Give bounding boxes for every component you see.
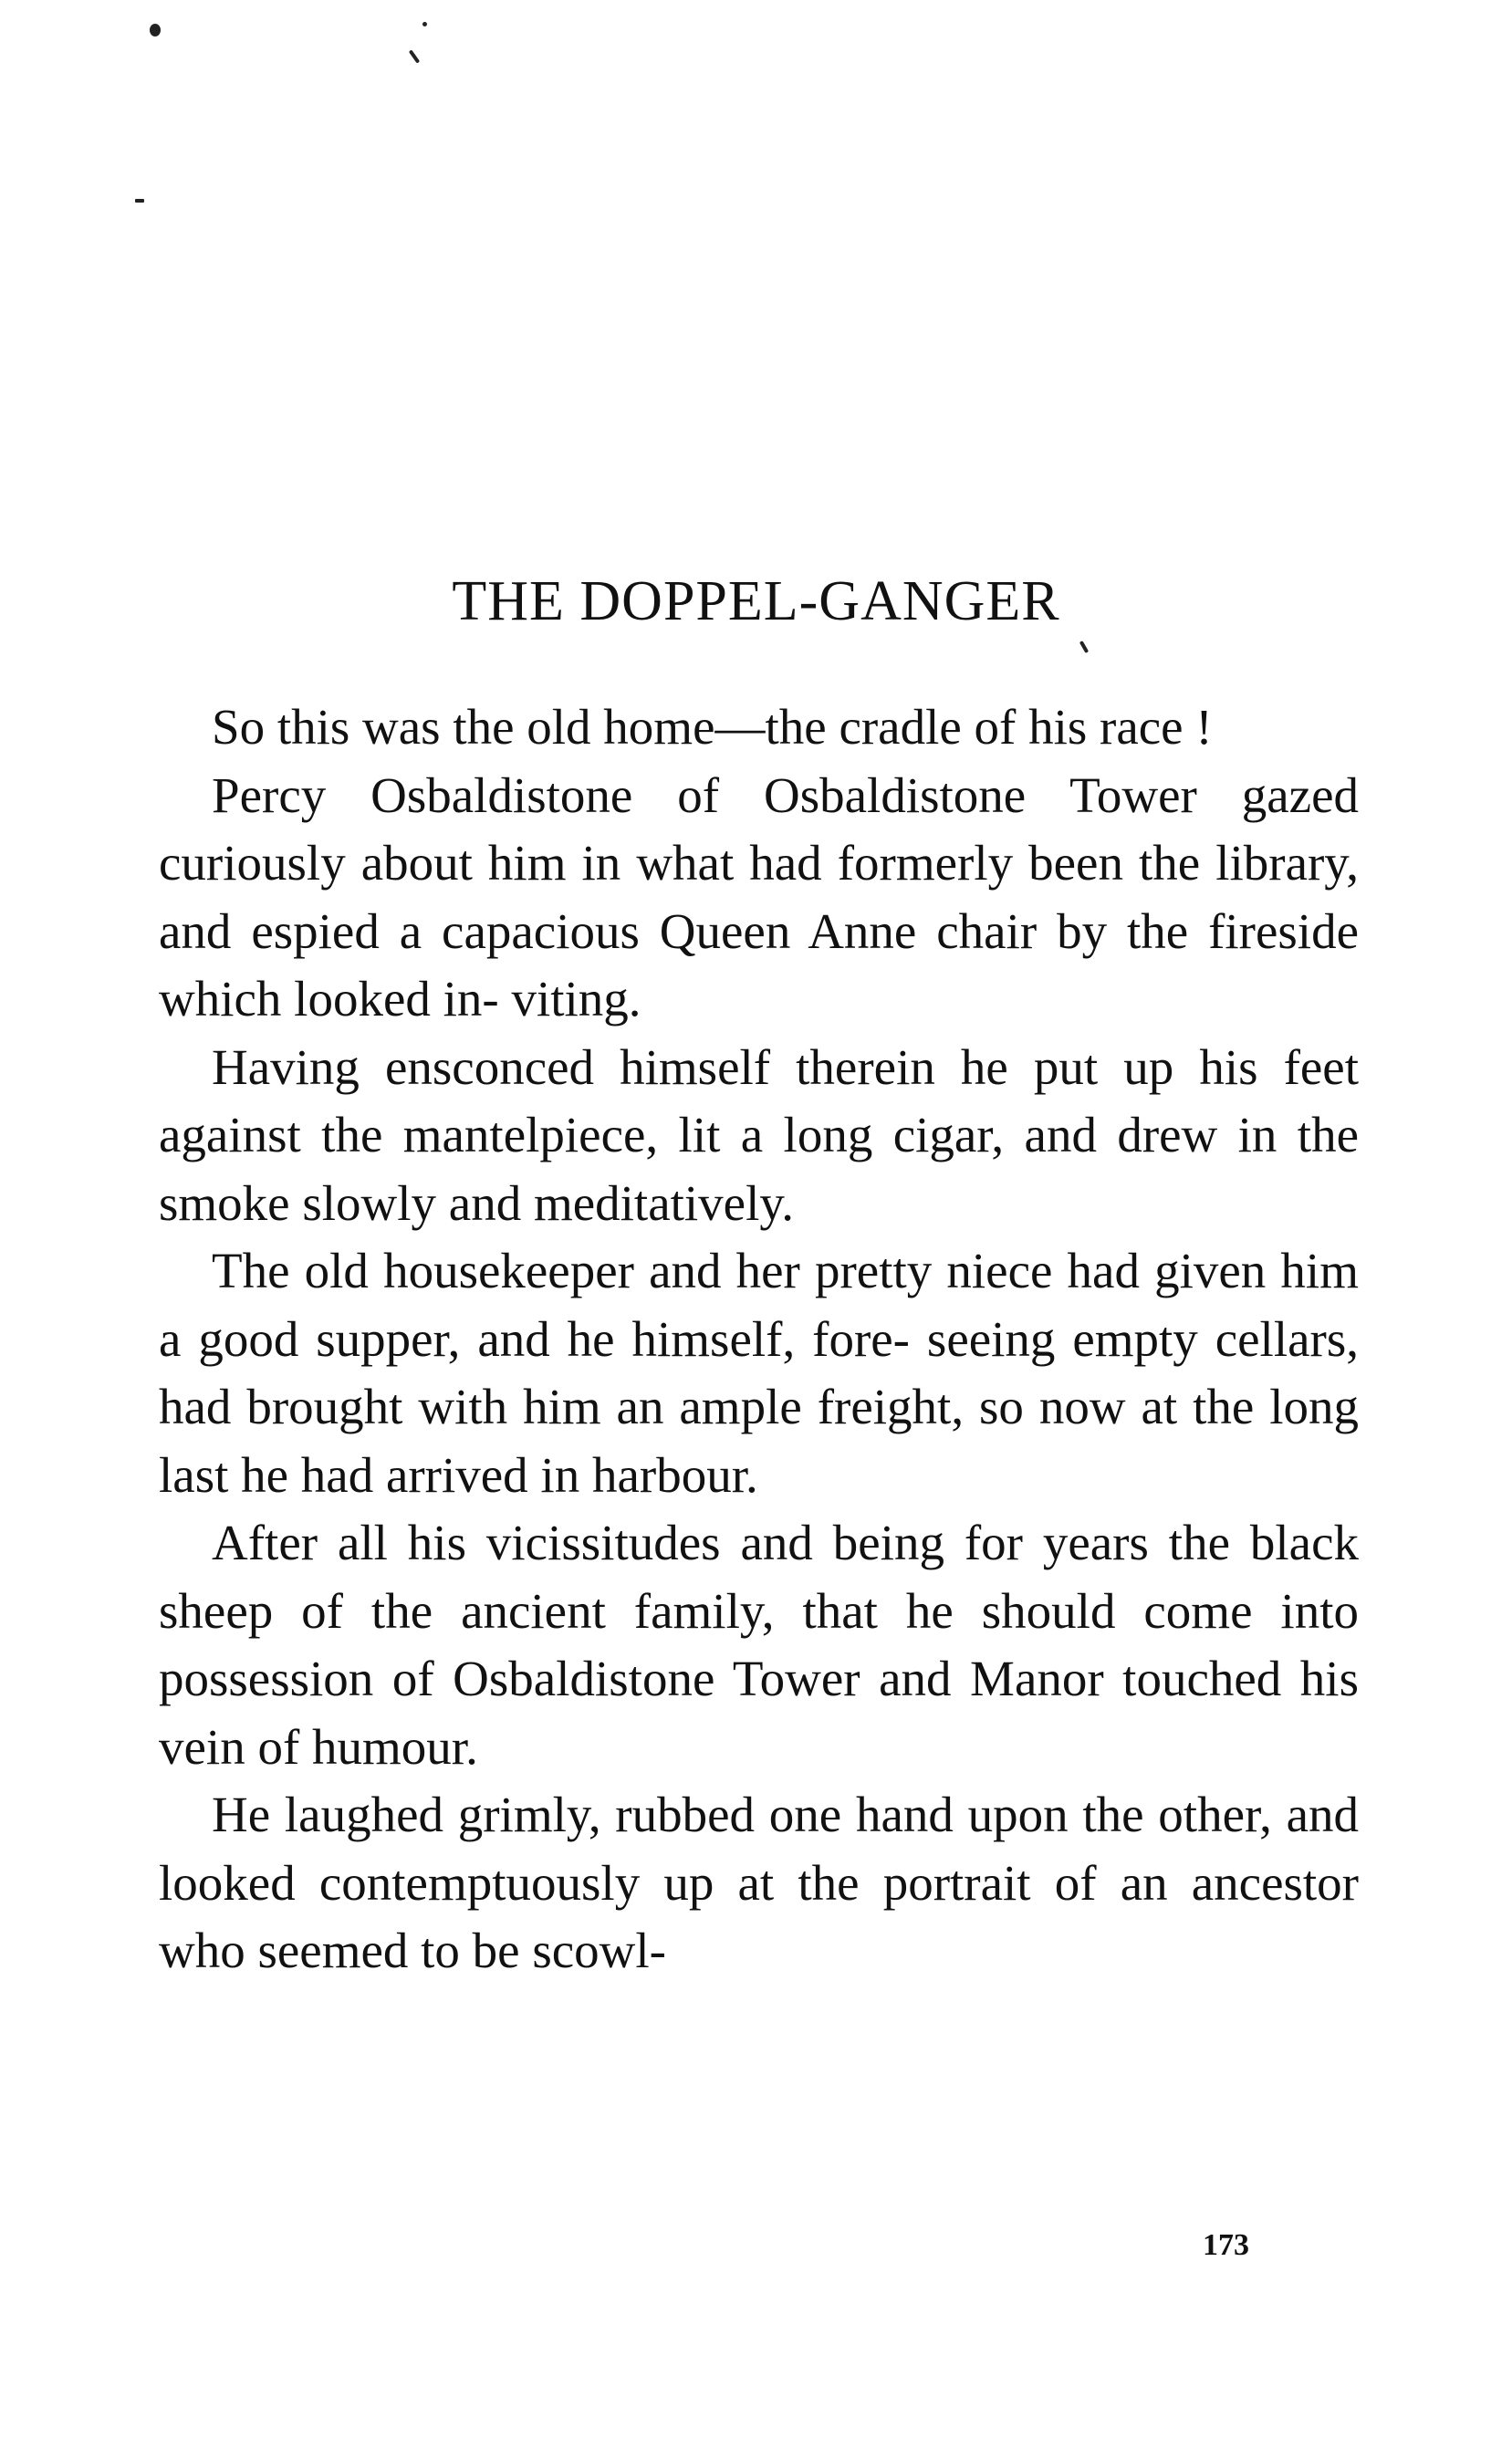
paragraph: The old housekeeper and her pretty niece had given him a good supper, and he himself, fore- seeing empty cellars, had brought with him an ample freight, so now at the long last he had arrived in harbour. [159,1243,1359,1503]
chapter-title: THE DOPPEL-GANGER [452,570,1060,632]
ink-speck [1079,641,1089,653]
paragraph: He laughed grimly, rubbed one hand upon the other, and looked contemptuously up at the portrait of an ancestor who seemed to be scowl- [159,1787,1359,1978]
page-number: 173 [1203,2228,1249,2262]
paragraph: Having ensconced himself therein he put up his feet against the mantelpiece, lit a long cigar, and drew in the smoke slowly and meditatively. [159,1038,1359,1231]
paragraph: After all his vicissitudes and being for years the black sheep of the ancient family, that he should come into possession of Osbaldistone Tower and Manor touched his vein of humour. [159,1515,1359,1775]
paragraph: Percy Osbaldistone of Osbaldistone Tower gazed curiously about him in what had formerly been the library, and espied a capacious Queen Anne chair by the fireside which looked in- viting. [159,766,1359,1027]
ink-speck [422,22,427,26]
body-text [159,693,1359,1986]
ink-speck [409,49,420,63]
ink-speck [135,199,144,203]
paragraph: So this was the old home—the cradle of his race ! [212,699,1213,755]
ink-speck [150,24,161,36]
